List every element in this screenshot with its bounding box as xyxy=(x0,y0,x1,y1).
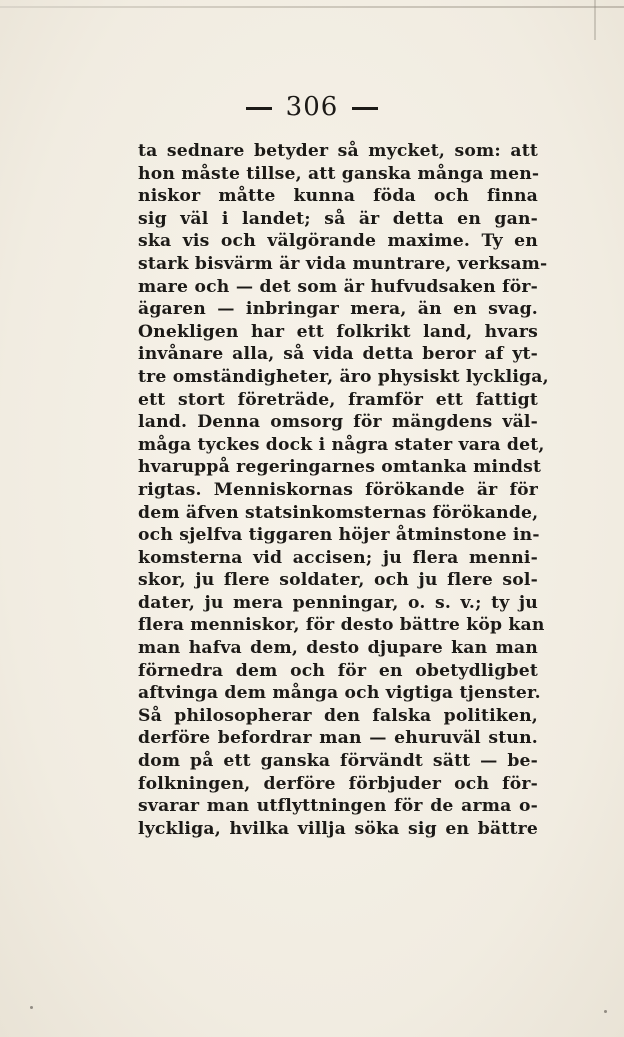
text-line: mare och — det som är hufvudsaken för- xyxy=(138,276,538,297)
text-line: Så philosopherar den falska politiken, xyxy=(138,705,538,726)
page-top-edge xyxy=(0,6,624,8)
page-header xyxy=(0,92,624,122)
text-line: dom på ett ganska förvändt sätt — be- xyxy=(138,751,538,772)
text-line: ägaren — inbringar mera, än en svag. xyxy=(138,299,538,320)
text-line: svarar man utflyttningen för de arma o- xyxy=(138,796,538,817)
text-line: derföre befordrar man — ehuruväl stun. xyxy=(138,728,538,749)
text-line: flera menniskor, för desto bättre köp kan xyxy=(138,615,545,636)
text-line: ta sednare betyder så mycket, som: att xyxy=(138,141,538,161)
text-line: man hafva dem, desto djupare kan man xyxy=(138,638,538,659)
text-line: aftvinga dem många och vigtiga tjenster. xyxy=(138,683,541,704)
text-line: måga tyckes dock i några stater vara det, xyxy=(138,434,545,455)
text-line: ett stort företräde, framför ett fattigt xyxy=(138,389,538,410)
text-line: sig väl i landet; så är detta en gan- xyxy=(138,208,538,229)
text-line: folkningen, derföre förbjuder och för- xyxy=(138,773,538,794)
text-line: stark bisvärm är vida muntrare, verksam- xyxy=(138,253,548,274)
text-line: och sjelfva tiggaren höjer åtminstone in- xyxy=(138,525,540,546)
text-line: dater, ju mera penningar, o. s. v.; ty ju xyxy=(138,592,538,613)
text-line: niskor måtte kunna föda och finna xyxy=(138,186,538,207)
text-line: invånare alla, så vida detta beror af yt- xyxy=(138,344,538,365)
text-line: rigtas. Menniskornas förökande är för xyxy=(138,479,538,500)
page-corner-shadow xyxy=(594,0,624,40)
text-line: dem äfven statsinkomsternas förökande, xyxy=(138,502,539,523)
text-line: lyckliga, hvilka villja söka sig en bättre xyxy=(138,818,538,839)
paper-speck xyxy=(30,1006,33,1009)
text-line: förnedra dem och för en obetydligbet xyxy=(138,660,538,681)
text-line: land. Denna omsorg för mängdens väl- xyxy=(138,412,538,433)
header-dash-left xyxy=(246,107,272,110)
header-dash-right xyxy=(352,107,378,110)
text-line: skor, ju flere soldater, och ju flere sol- xyxy=(138,570,538,591)
page-number: 306 xyxy=(285,92,339,122)
text-line: Onekligen har ett folkrikt land, hvars xyxy=(138,321,538,342)
text-line: hon måste tillse, att ganska många men- xyxy=(138,163,540,184)
text-line: komsterna vid accisen; ju flera menni- xyxy=(138,547,538,568)
text-line: tre omständigheter, äro physiskt lyckliga, xyxy=(138,366,549,387)
text-line: ska vis och välgörande maxime. Ty en xyxy=(138,231,538,252)
paper-speck xyxy=(604,1010,607,1013)
text-line: hvaruppå regeringarnes omtanka mindst xyxy=(138,457,542,478)
body-text xyxy=(138,140,549,840)
